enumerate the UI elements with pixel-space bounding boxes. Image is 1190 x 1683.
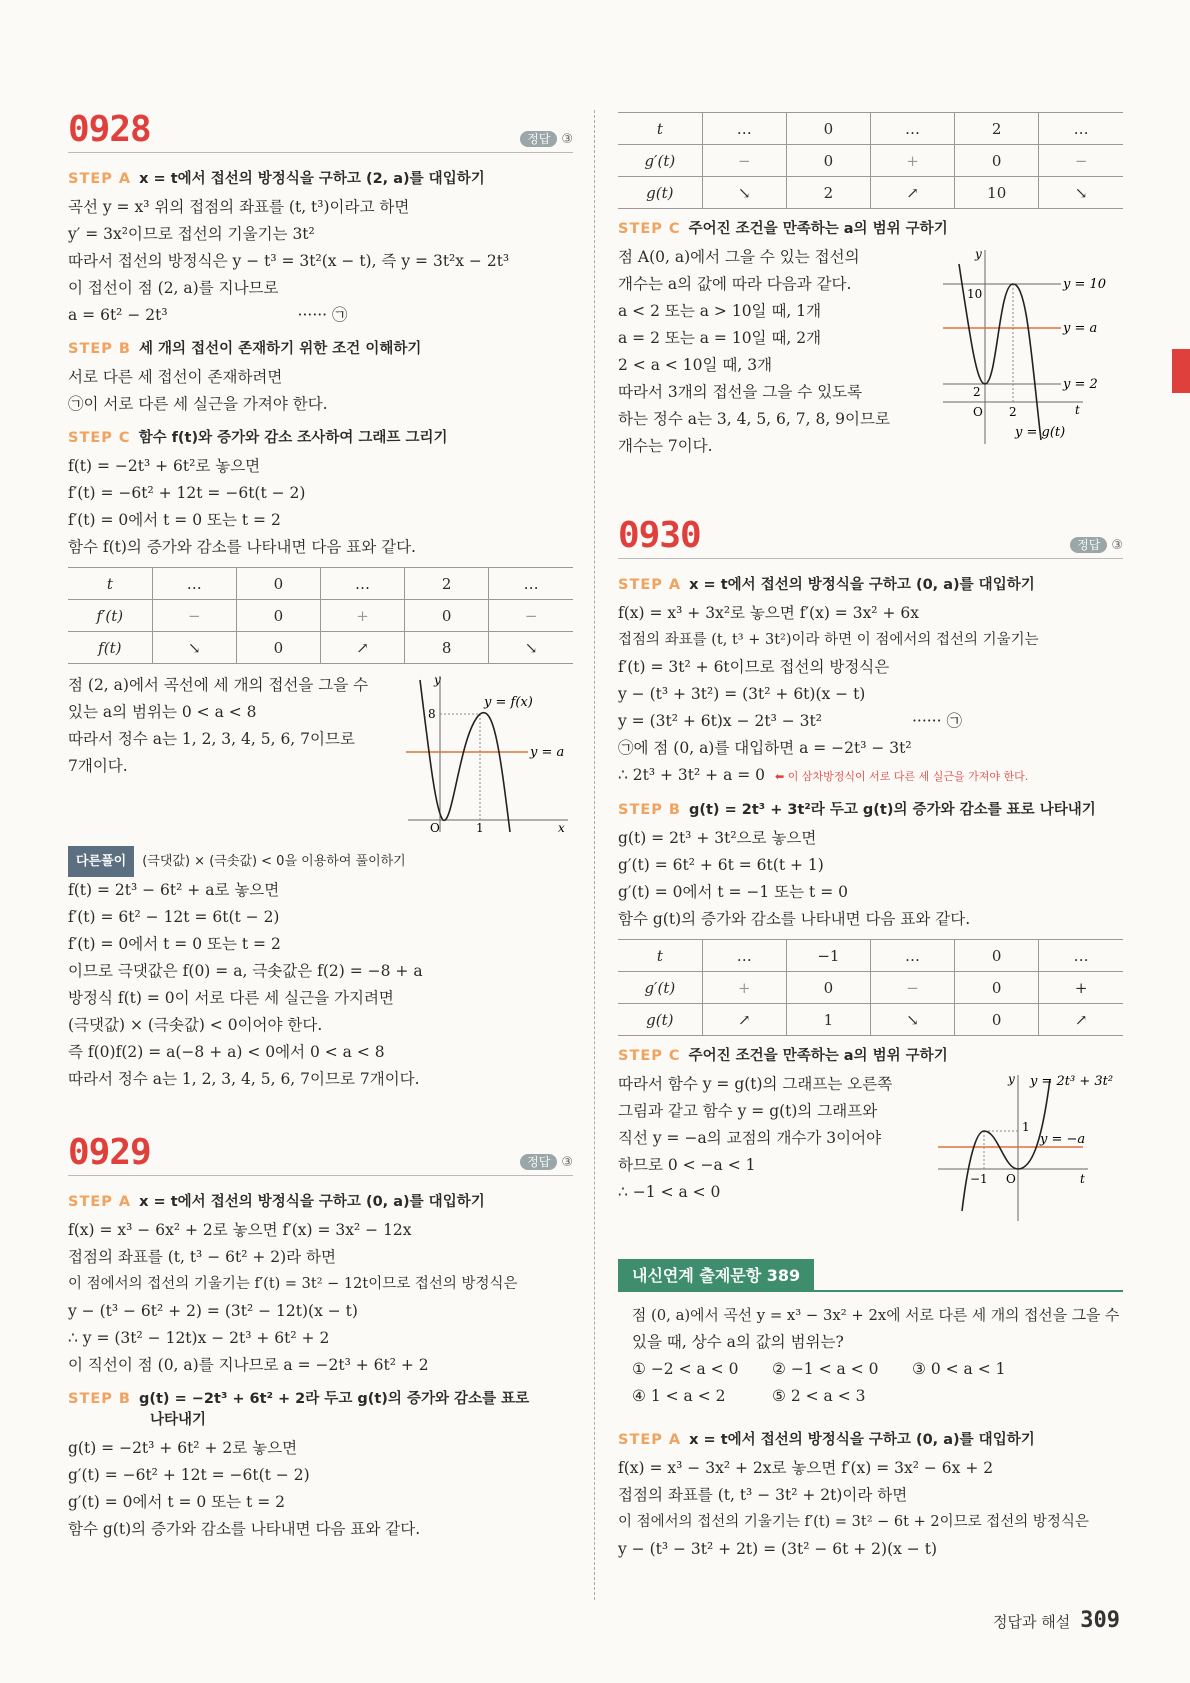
table-cell: ↗	[702, 1004, 786, 1036]
table-cell: 10	[955, 177, 1039, 209]
text-line: 따라서 정수 a는 1, 2, 3, 4, 5, 6, 7이므로	[68, 730, 355, 748]
table-cell: 2	[955, 113, 1039, 145]
table-cell: ↘	[702, 177, 786, 209]
step-label: STEP C	[618, 221, 681, 237]
step-title: 함수 f(t)와 증가와 감소 조사하여 그래프 그리기	[138, 430, 448, 446]
text-line: f(t) = 2t³ − 6t² + a로 놓으면	[68, 881, 280, 899]
text-line: 서로 다른 세 접선이 존재하려면	[68, 368, 283, 386]
step-title: g(t) = 2t³ + 3t²라 두고 g(t)의 증가와 감소를 표로 나타내기	[688, 802, 1096, 818]
text-line: 따라서 접선의 방정식은 y − t³ = 3t²(x − t), 즉 y = 3t²x − 2t³	[68, 252, 510, 270]
step-label: STEP B	[68, 1391, 131, 1407]
choice[interactable]: ③ 0 < a < 1	[912, 1360, 1006, 1378]
graph-f	[398, 672, 573, 832]
text-line: 있을 때, 상수 a의 값의 범위는?	[632, 1333, 844, 1351]
tick-label: 1	[1022, 1120, 1030, 1134]
table-cell: g(t)	[618, 1004, 702, 1036]
answer-badge: 정답	[520, 131, 557, 147]
left-column	[68, 100, 573, 1543]
table-cell: 0	[236, 568, 320, 600]
tick-label: O	[973, 405, 983, 419]
table-cell: …	[1039, 113, 1123, 145]
problem-number: 0928	[68, 109, 151, 150]
table-cell: ↘	[152, 632, 236, 664]
step-b-heading	[68, 1387, 573, 1429]
table-cell: g′(t)	[618, 145, 702, 177]
table-cell: +	[870, 145, 954, 177]
answer-label	[520, 1153, 573, 1170]
text-line: 이 점에서의 접선의 기울기는 f′(t) = 3t² − 6t + 2이므로 접선의 방정식은	[618, 1514, 1089, 1530]
table-cell: g(t)	[618, 177, 702, 209]
text-line: y − (t³ − 6t² + 2) = (3t² − 12t)(x − t)	[68, 1302, 358, 1320]
step-label: STEP A	[618, 577, 682, 593]
table-cell: 0	[955, 940, 1039, 972]
step-label: STEP A	[68, 1194, 132, 1210]
text-line: 이 접선이 점 (2, a)를 지나므로	[68, 279, 279, 297]
footer-label: 정답과 해설	[993, 1613, 1071, 1631]
table-cell: −	[1039, 145, 1123, 177]
page-number: 309	[1080, 1608, 1120, 1633]
text-line: g′(t) = 0에서 t = −1 또는 t = 0	[618, 883, 848, 901]
table-cell: 1	[786, 1004, 870, 1036]
step-a-heading	[68, 167, 573, 188]
step-label: STEP A	[618, 1432, 682, 1448]
text-line: 점 A(0, a)에서 그을 수 있는 접선의	[618, 248, 860, 266]
choice[interactable]: ② −1 < a < 0	[772, 1360, 879, 1378]
alt-title: (극댓값) × (극솟값) < 0을 이용하여 풀이하기	[142, 854, 406, 869]
tick-label: 10	[967, 287, 983, 301]
table-cell: ↘	[489, 632, 573, 664]
text-line: g′(t) = 6t² + 6t = 6t(t + 1)	[618, 856, 824, 874]
equation-line	[68, 302, 573, 329]
text-line: f′(t) = 0에서 t = 0 또는 t = 2	[68, 935, 281, 953]
table-cell: 8	[405, 632, 489, 664]
table-cell: f′(t)	[68, 600, 152, 632]
tick-label: O	[430, 821, 440, 832]
text-line: f(x) = x³ − 6x² + 2로 놓으면 f′(x) = 3x² − 12x	[68, 1221, 412, 1239]
alt-tag: 다른풀이	[68, 846, 134, 877]
step-title: x = t에서 접선의 방정식을 구하고 (0, a)를 대입하기	[689, 1432, 1035, 1448]
text-line: y′ = 3x²이므로 접선의 기울기는 3t²	[68, 225, 315, 243]
choice-row	[632, 1383, 1123, 1410]
table-cell: −1	[786, 940, 870, 972]
text-line: f′(t) = 6t² − 12t = 6t(t − 2)	[68, 908, 280, 926]
table-cell: 0	[236, 632, 320, 664]
right-column	[618, 112, 1123, 1563]
text-line: 함수 g(t)의 증가와 감소를 나타내면 다음 표와 같다.	[618, 910, 971, 928]
step-label: STEP A	[68, 171, 132, 187]
table-cell: 0	[786, 113, 870, 145]
choice[interactable]: ⑤ 2 < a < 3	[772, 1387, 866, 1405]
text-with-graph	[68, 672, 573, 832]
text-line: g(t) = −2t³ + 6t² + 2로 놓으면	[68, 1439, 298, 1457]
answer-badge: 정답	[1070, 537, 1107, 553]
graph-g-0930	[938, 1071, 1123, 1221]
table-cell: 0	[786, 145, 870, 177]
text-line: 함수 f(t)의 증가와 감소를 나타내면 다음 표와 같다.	[68, 538, 416, 556]
text-line: 함수 g(t)의 증가와 감소를 나타내면 다음 표와 같다.	[68, 1520, 421, 1538]
text-line: g(t) = 2t³ + 3t²으로 놓으면	[618, 829, 817, 847]
step-label: STEP B	[68, 341, 131, 357]
step-b-heading	[618, 798, 1123, 819]
line-label: y = 10	[1063, 277, 1107, 292]
tick-label: 1	[476, 821, 484, 832]
text-line: 하는 정수 a는 3, 4, 5, 6, 7, 8, 9이므로	[618, 410, 890, 428]
table-cell: 2	[405, 568, 489, 600]
table-cell: +	[702, 972, 786, 1004]
text-line: f′(t) = 3t² + 6t이므로 접선의 방정식은	[618, 658, 890, 676]
step-c-heading	[618, 1044, 1123, 1065]
text-line: y − (t³ + 3t²) = (3t² + 6t)(x − t)	[618, 685, 866, 703]
problem-0928-header	[68, 100, 573, 153]
equation-line	[618, 762, 1123, 790]
line-label: y = a	[530, 745, 565, 760]
table-cell: …	[870, 113, 954, 145]
table-cell: +	[320, 600, 404, 632]
problem-number: 0930	[618, 515, 701, 556]
text-line: f(t) = −2t³ + 6t²로 놓으면	[68, 457, 261, 475]
problem-0930-header	[618, 506, 1123, 559]
answer-label	[520, 130, 573, 147]
step-title: 세 개의 접선이 존재하기 위한 조건 이해하기	[138, 341, 422, 357]
step-label: STEP C	[618, 1048, 681, 1064]
answer-label	[1070, 536, 1123, 553]
text-line: ∴ y = (3t² − 12t)x − 2t³ + 6t² + 2	[68, 1329, 330, 1347]
text-with-graph	[618, 244, 1123, 460]
equation: ∴ 2t³ + 3t² + a = 0	[618, 766, 766, 784]
t-axis-label: t	[1075, 403, 1080, 417]
choice-row	[632, 1356, 1123, 1383]
text-block	[618, 244, 890, 460]
page-footer	[993, 1608, 1120, 1633]
tick-label: 8	[428, 707, 436, 721]
curve-label: y = g(t)	[1015, 425, 1066, 440]
text-line: 하므로 0 < −a < 1	[618, 1156, 756, 1174]
table-cell: …	[702, 113, 786, 145]
table-cell: …	[1039, 940, 1123, 972]
tick-label: O	[1006, 1172, 1016, 1186]
problem-number: 0929	[68, 1132, 151, 1173]
table-cell: f(t)	[68, 632, 152, 664]
equation-mark: ······ ㉠	[297, 306, 348, 324]
column-divider	[594, 110, 595, 1600]
text-line: 따라서 함수 y = g(t)의 그래프는 오른쪽	[618, 1075, 893, 1093]
table-cell: t	[618, 113, 702, 145]
table-cell: −	[152, 600, 236, 632]
table-cell: 0	[955, 1004, 1039, 1036]
step-c-heading	[618, 217, 1123, 238]
text-line: 따라서 3개의 접선을 그을 수 있도록	[618, 383, 863, 401]
answer-value: ③	[561, 1155, 573, 1170]
curve-label: y = 2t³ + 3t²	[1030, 1074, 1114, 1089]
problem-0929-header	[68, 1123, 573, 1176]
x-axis-label: x	[558, 821, 565, 832]
annotation-note: ⬅ 이 삼차방정식이 서로 다른 세 실근을 가져야 한다.	[775, 770, 1029, 783]
table-cell: …	[152, 568, 236, 600]
table-cell: ↘	[1039, 177, 1123, 209]
table-cell: t	[68, 568, 152, 600]
sign-table	[618, 939, 1123, 1036]
text-line: a < 2 또는 a > 10일 때, 1개	[618, 302, 822, 320]
text-line: (극댓값) × (극솟값) < 0이어야 한다.	[68, 1016, 323, 1034]
text-line: ㉠에 점 (0, a)를 대입하면 a = −2t³ − 3t²	[618, 739, 912, 757]
table-cell: g′(t)	[618, 972, 702, 1004]
section-tab	[1172, 349, 1190, 393]
table-cell: 0	[405, 600, 489, 632]
table-cell: −	[870, 972, 954, 1004]
text-with-graph	[618, 1071, 1123, 1221]
step-title-cont: 나타내기	[150, 1412, 207, 1428]
text-line: 접점의 좌표를 (t, t³ + 3t²)이라 하면 이 점에서의 접선의 기울기는	[618, 632, 1039, 648]
text-line: 곡선 y = x³ 위의 접점의 좌표를 (t, t³)이라고 하면	[68, 198, 410, 216]
equation-line	[618, 708, 1123, 735]
answer-badge: 정답	[520, 1154, 557, 1170]
t-axis-label: t	[1080, 1172, 1085, 1186]
text-block	[68, 672, 368, 832]
text-line: ∴ −1 < a < 0	[618, 1183, 721, 1201]
step-label: STEP B	[618, 802, 681, 818]
table-cell: …	[870, 940, 954, 972]
step-title: x = t에서 접선의 방정식을 구하고 (0, a)를 대입하기	[689, 577, 1035, 593]
text-line: g′(t) = −6t² + 12t = −6t(t − 2)	[68, 1466, 310, 1484]
text-line: 방정식 f(t) = 0이 서로 다른 세 실근을 가지려면	[68, 989, 394, 1007]
text-line: 따라서 정수 a는 1, 2, 3, 4, 5, 6, 7이므로 7개이다.	[68, 1070, 420, 1088]
linked-problem-tag: 내신연계 출제문항 389	[618, 1259, 814, 1290]
step-title: x = t에서 접선의 방정식을 구하고 (2, a)를 대입하기	[139, 171, 485, 187]
text-line: 이므로 극댓값은 f(0) = a, 극솟값은 f(2) = −8 + a	[68, 962, 423, 980]
linked-problem-header	[618, 1259, 1123, 1292]
text-line: y − (t³ − 3t² + 2t) = (3t² − 6t + 2)(x − t)	[618, 1540, 937, 1558]
table-cell: t	[618, 940, 702, 972]
table-cell: ↗	[1039, 1004, 1123, 1036]
step-title: g(t) = −2t³ + 6t² + 2라 두고 g(t)의 증가와 감소를 표로	[138, 1391, 530, 1407]
text-line: 이 점에서의 접선의 기울기는 f′(t) = 3t² − 12t이므로 접선의 방정식은	[68, 1276, 518, 1292]
text-line: 점 (2, a)에서 곡선에 세 개의 접선을 그을 수	[68, 676, 369, 694]
table-cell: 0	[955, 145, 1039, 177]
table-cell: …	[489, 568, 573, 600]
text-line: 직선 y = −a의 교점의 개수가 3이어야	[618, 1129, 882, 1147]
text-line: 이 직선이 점 (0, a)를 지나므로 a = −2t³ + 6t² + 2	[68, 1356, 429, 1374]
text-line: 그림과 같고 함수 y = g(t)의 그래프와	[618, 1102, 878, 1120]
linked-problem	[618, 1302, 1123, 1410]
tick-label: 2	[1009, 405, 1017, 419]
choice[interactable]: ① −2 < a < 0	[632, 1360, 739, 1378]
answer-value: ③	[1111, 538, 1123, 553]
answer-value: ③	[561, 132, 573, 147]
step-title: 주어진 조건을 만족하는 a의 범위 구하기	[688, 1048, 948, 1064]
graph-g-0929	[943, 244, 1123, 444]
y-axis-label: y	[975, 247, 982, 261]
text-block	[618, 1071, 892, 1221]
tick-label: −1	[970, 1172, 988, 1186]
table-cell: …	[320, 568, 404, 600]
text-line: 있는 a의 범위는 0 < a < 8	[68, 703, 257, 721]
text-line: 2 < a < 10일 때, 3개	[618, 356, 773, 374]
table-cell: 0	[236, 600, 320, 632]
table-cell: −	[489, 600, 573, 632]
y-axis-label: y	[434, 673, 441, 687]
step-a-heading	[618, 1428, 1123, 1449]
alt-solution-heading	[68, 846, 573, 877]
table-cell: …	[702, 940, 786, 972]
equation: a = 6t² − 2t³	[68, 306, 168, 324]
text-line: 점 (0, a)에서 곡선 y = x³ − 3x² + 2x에 서로 다른 세 개의 접선을 그을 수	[632, 1307, 1120, 1324]
step-label: STEP C	[68, 430, 131, 446]
table-cell: −	[702, 145, 786, 177]
equation-mark: ······ ㉠	[911, 712, 962, 730]
table-cell: +	[1039, 972, 1123, 1004]
table-cell: 0	[786, 972, 870, 1004]
text-line: f(x) = x³ − 3x² + 2x로 놓으면 f′(x) = 3x² − 6x + 2	[618, 1459, 994, 1477]
table-cell: ↗	[320, 632, 404, 664]
step-b-heading	[68, 337, 573, 358]
choice[interactable]: ④ 1 < a < 2	[632, 1387, 726, 1405]
line-label: y = −a	[1040, 1132, 1086, 1147]
line-label: y = a	[1063, 321, 1098, 336]
table-cell: ↘	[870, 1004, 954, 1036]
text-line: 개수는 a의 값에 따라 다음과 같다.	[618, 275, 852, 293]
text-line: 접점의 좌표를 (t, t³ − 3t² + 2t)이라 하면	[618, 1486, 908, 1504]
text-line: a = 2 또는 a = 10일 때, 2개	[618, 329, 822, 347]
y-axis-label: y	[1008, 1072, 1015, 1086]
step-a-heading	[68, 1190, 573, 1211]
table-cell: 2	[786, 177, 870, 209]
step-title: x = t에서 접선의 방정식을 구하고 (0, a)를 대입하기	[139, 1194, 485, 1210]
step-c-heading	[68, 426, 573, 447]
text-line: 접점의 좌표를 (t, t³ − 6t² + 2)라 하면	[68, 1248, 337, 1266]
text-line: g′(t) = 0에서 t = 0 또는 t = 2	[68, 1493, 286, 1511]
text-line: 개수는 7이다.	[618, 437, 713, 455]
equation: y = (3t² + 6t)x − 2t³ − 3t²	[618, 712, 822, 730]
line-label: y = 2	[1063, 377, 1098, 392]
text-line: f(x) = x³ + 3x²로 놓으면 f′(x) = 3x² + 6x	[618, 604, 919, 622]
table-cell: ↗	[870, 177, 954, 209]
text-line: f′(t) = 0에서 t = 0 또는 t = 2	[68, 511, 281, 529]
tick-label: 2	[973, 385, 981, 399]
step-title: 주어진 조건을 만족하는 a의 범위 구하기	[688, 221, 948, 237]
curve-label: y = f(x)	[484, 695, 533, 710]
text-line: ㉠이 서로 다른 세 실근을 가져야 한다.	[68, 395, 328, 413]
sign-table	[618, 112, 1123, 209]
table-cell: 0	[955, 972, 1039, 1004]
sign-table	[68, 567, 573, 664]
text-line: 7개이다.	[68, 757, 128, 775]
text-line: 즉 f(0)f(2) = a(−8 + a) < 0에서 0 < a < 8	[68, 1043, 385, 1061]
step-a-heading	[618, 573, 1123, 594]
curve-g	[962, 1079, 1050, 1211]
text-line: f′(t) = −6t² + 12t = −6t(t − 2)	[68, 484, 306, 502]
